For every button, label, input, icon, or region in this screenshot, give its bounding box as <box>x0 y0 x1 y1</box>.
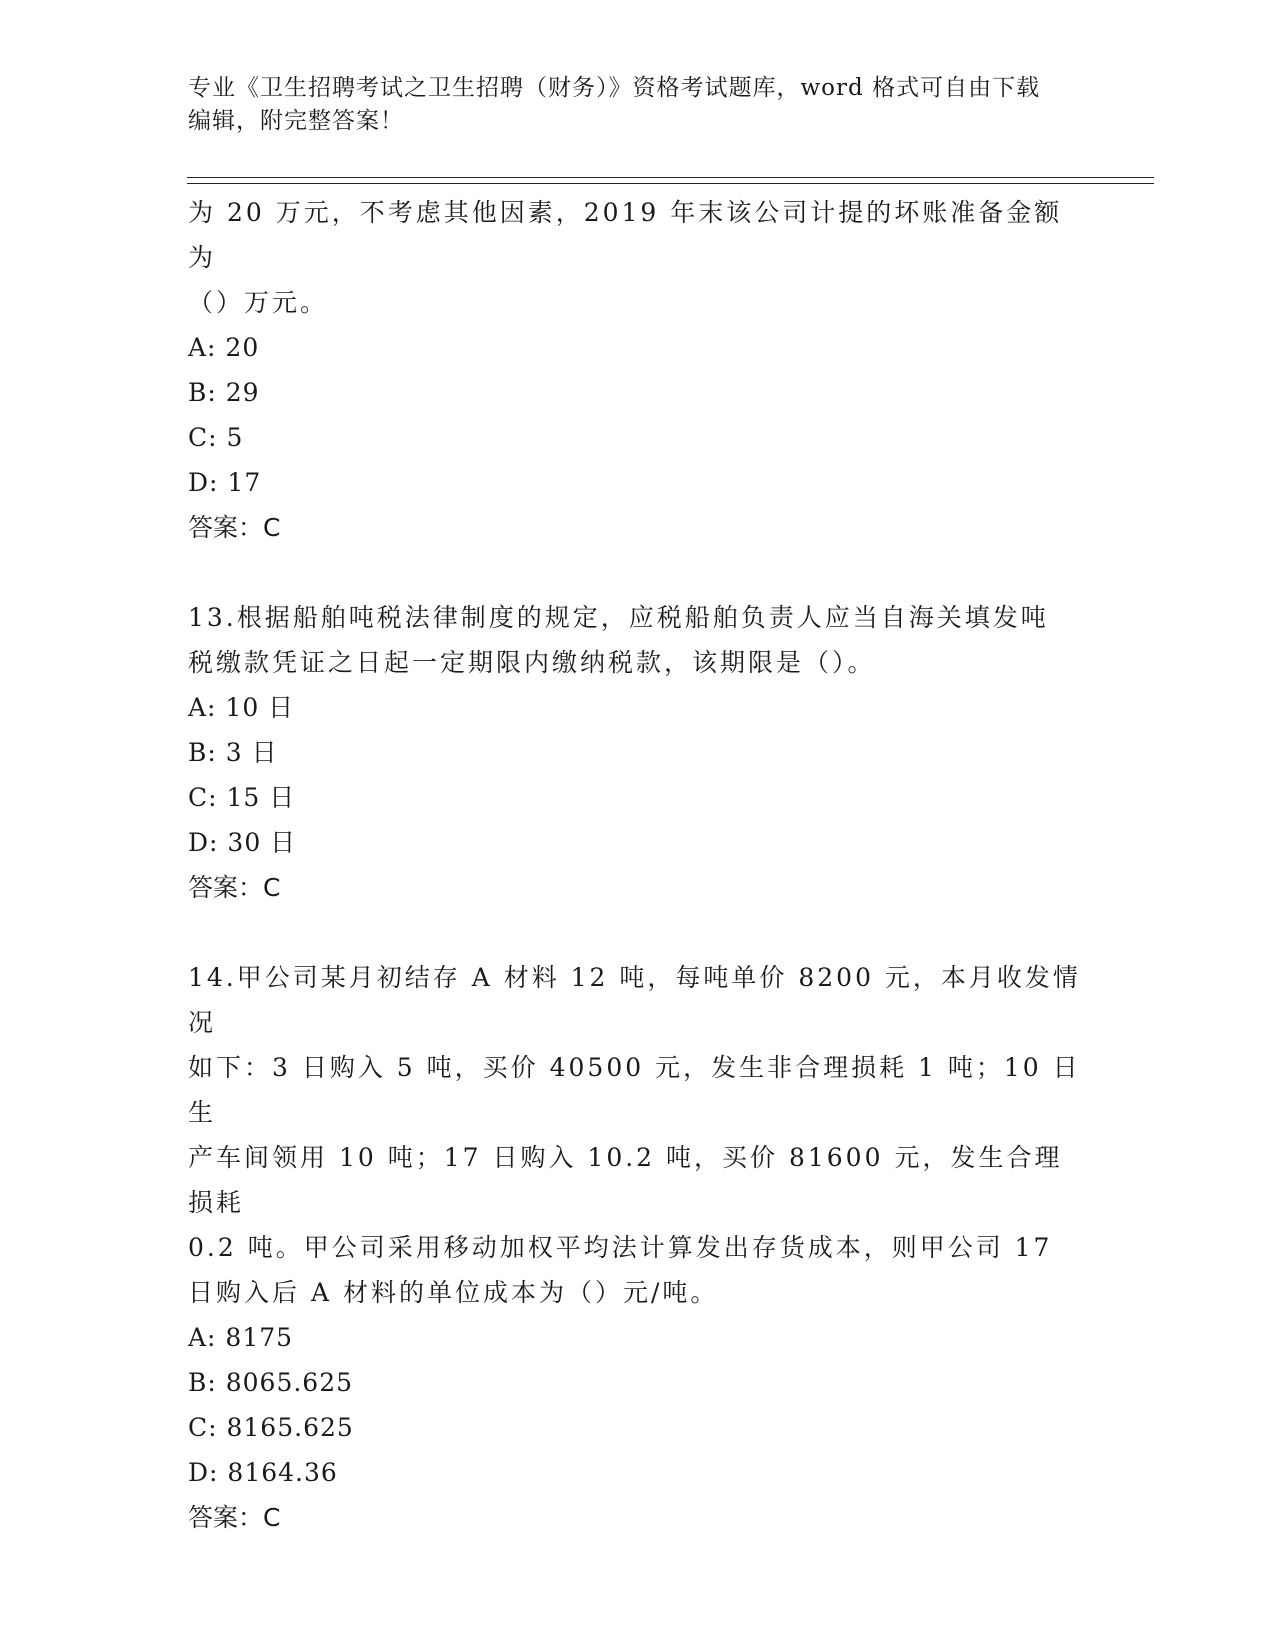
question-text-line: 如下：3 日购入 5 吨，买价 40500 元，发生非合理损耗 1 吨；10 日生 <box>188 1053 1081 1127</box>
option-b: B: 8065.625 <box>188 1368 354 1397</box>
option-a: A: 8175 <box>188 1323 294 1352</box>
option-c: C: 5 <box>188 423 244 452</box>
question-text-line: 0.2 吨。甲公司采用移动加权平均法计算发出存货成本，则甲公司 17 <box>188 1233 1053 1262</box>
header-line-1: 专业《卫生招聘考试之卫生招聘（财务）》资格考试题库，word 格式可自由下载 <box>188 75 1041 101</box>
option-b: B: 29 <box>188 378 260 407</box>
option-d: D: 30 日 <box>188 828 297 857</box>
header-divider-bottom <box>187 183 1154 184</box>
question-text-line: 日购入后 A 材料的单位成本为（）元/吨。 <box>188 1278 719 1307</box>
option-d: D: 8164.36 <box>188 1458 338 1487</box>
question-text-line: 为 20 万元，不考虑其他因素，2019 年末该公司计提的坏账准备金额为 <box>188 198 1063 272</box>
question-12 <box>188 190 1088 550</box>
answer: 答案：C <box>188 1503 281 1532</box>
question-text-line: 13.根据船舶吨税法律制度的规定，应税船舶负责人应当自海关填发吨 <box>188 603 1049 632</box>
question-13 <box>188 595 1088 910</box>
question-text-line: 税缴款凭证之日起一定期限内缴纳税款，该期限是（）。 <box>188 648 876 677</box>
answer: 答案：C <box>188 873 281 902</box>
header-line-2: 编辑，附完整答案！ <box>188 108 404 134</box>
answer: 答案：C <box>188 513 281 542</box>
option-a: A: 10 日 <box>188 693 295 722</box>
question-text-line: 产车间领用 10 吨；17 日购入 10.2 吨，买价 81600 元，发生合理损耗 <box>188 1143 1063 1217</box>
question-list <box>188 190 1088 1585</box>
option-b: B: 3 日 <box>188 738 278 767</box>
question-14 <box>188 955 1088 1540</box>
option-a: A: 20 <box>188 333 260 362</box>
option-c: C: 15 日 <box>188 783 296 812</box>
option-c: C: 8165.625 <box>188 1413 354 1442</box>
header-divider-top <box>187 177 1154 178</box>
question-text-line: （）万元。 <box>188 288 329 317</box>
question-text-line: 14.甲公司某月初结存 A 材料 12 吨，每吨单价 8200 元，本月收发情况 <box>188 963 1081 1037</box>
document-header <box>188 72 1088 138</box>
option-d: D: 17 <box>188 468 262 497</box>
